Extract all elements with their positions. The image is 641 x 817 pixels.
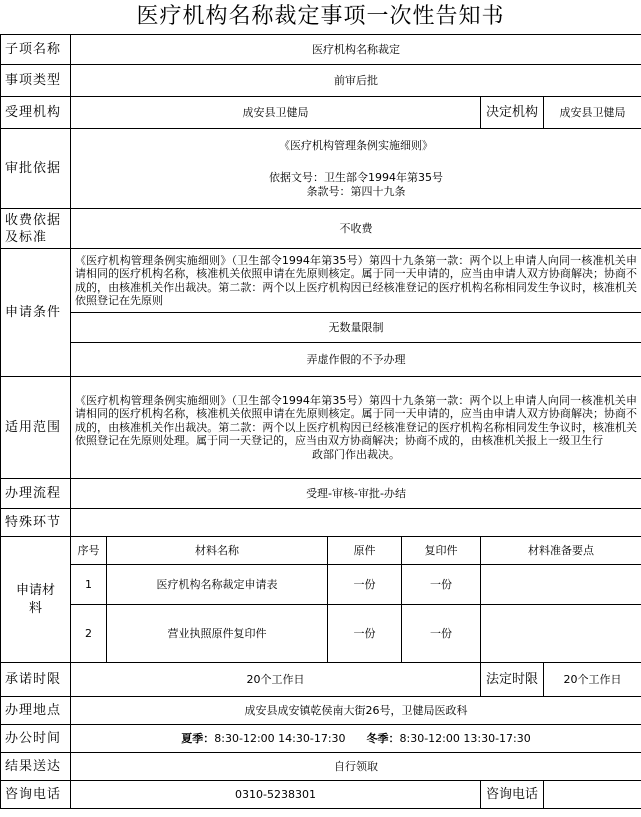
hours-label: 办公时间	[1, 725, 71, 753]
hours-value	[71, 725, 641, 753]
material-no: 1	[71, 565, 107, 605]
table-row	[1, 565, 641, 605]
summer-label: 夏季：	[181, 731, 215, 745]
materials-header-row	[1, 537, 641, 565]
row-scope	[1, 377, 641, 479]
row-item-type	[1, 65, 641, 97]
basis-doc-no: 依据文号：卫生部令1994年第35号	[269, 170, 444, 184]
info-table	[0, 34, 641, 809]
address-label: 办理地点	[1, 697, 71, 725]
materials-header-copy: 复印件	[402, 537, 481, 565]
row-accept-org	[1, 97, 641, 129]
process-value: 受理-审核-审批-办结	[71, 479, 641, 509]
conditions-fraud: 弄虚作假的不予办理	[71, 343, 641, 377]
phone-label-2: 咨询电话	[481, 781, 544, 809]
row-promise	[1, 663, 641, 697]
materials-header-name: 材料名称	[107, 537, 328, 565]
decide-org-value: 成安县卫健局	[544, 97, 641, 129]
winter-label: 冬季：	[366, 731, 400, 745]
accept-org-value: 成安县卫健局	[71, 97, 481, 129]
basis-label: 审批依据	[1, 129, 71, 209]
row-conditions-text	[1, 249, 641, 313]
item-type-label: 事项类型	[1, 65, 71, 97]
conditions-text: 《医疗机构管理条例实施细则》（卫生部令1994年第35号）第四十九条第一款：两个以上申请人向同一核准机关申请相同的医疗机构名称，核准机关依照申请在先原则核定。属于同一天申请的，应当由申请人双方协商解决；协商不成的，由核准机关作出裁决。第二款：两个以上医疗机构因已经核准登记的医疗机构名称相同发生争议时，核准机关依照登记在先原则	[71, 249, 641, 313]
process-label: 办理流程	[1, 479, 71, 509]
document-title: 医疗机构名称裁定事项一次性告知书	[136, 4, 505, 29]
summer-hours: 8:30-12:00 14:30-17:30	[214, 731, 346, 745]
sub-item-value: 医疗机构名称裁定	[71, 35, 641, 65]
sub-item-label: 子项名称	[1, 35, 71, 65]
material-notes	[481, 605, 641, 663]
phone-value: 0310-5238301	[71, 781, 481, 809]
row-process	[1, 479, 641, 509]
fee-label: 收费依据及标准	[1, 209, 71, 249]
winter-hours: 8:30-12:00 13:30-17:30	[399, 731, 531, 745]
accept-org-label: 受理机构	[1, 97, 71, 129]
row-hours	[1, 725, 641, 753]
basis-clause: 条款号：第四十九条	[306, 184, 406, 198]
scope-text-end: 政部门作出裁决。	[312, 447, 401, 461]
decide-org-label: 决定机构	[481, 97, 544, 129]
address-value: 成安县成安镇乾侯南大街26号，卫健局医政科	[71, 697, 641, 725]
scope-label: 适用范围	[1, 377, 71, 479]
row-conditions-quantity	[1, 313, 641, 343]
basis-regulation: 《医疗机构管理条例实施细则》	[279, 138, 434, 152]
row-address	[1, 697, 641, 725]
material-no: 2	[71, 605, 107, 663]
basis-value	[71, 129, 641, 209]
delivery-value: 自行领取	[71, 753, 641, 781]
phone-label: 咨询电话	[1, 781, 71, 809]
material-name: 营业执照原件复印件	[107, 605, 328, 663]
scope-text-cell	[71, 377, 641, 479]
promise-label: 承诺时限	[1, 663, 71, 697]
row-special	[1, 509, 641, 537]
materials-header-no: 序号	[71, 537, 107, 565]
special-value	[71, 509, 641, 537]
promise-value: 20个工作日	[71, 663, 481, 697]
material-name: 医疗机构名称裁定申请表	[107, 565, 328, 605]
legal-limit-label: 法定时限	[481, 663, 544, 697]
materials-header-notes: 材料准备要点	[481, 537, 641, 565]
materials-header-original: 原件	[328, 537, 402, 565]
item-type-value: 前审后批	[71, 65, 641, 97]
delivery-label: 结果送达	[1, 753, 71, 781]
scope-text: 《医疗机构管理条例实施细则》（卫生部令1994年第35号）第四十九条第一款：两个以上申请人向同一核准机关申请相同的医疗机构名称，核准机关依照申请在先原则核定。属于同一天申请的，应当由申请人双方协商解决；协商不成的，由核准机关作出裁决。第二款：两个以上医疗机构因已经核准登记的医疗机构名称相同发生争议时，核准机关依照登记在先原则处理。属于同一天登记的，应当由双方协商解决；协商不成的，由核准机关报上一级卫生行	[75, 393, 638, 448]
materials-label: 申请材料	[1, 537, 71, 663]
phone-value-2	[544, 781, 641, 809]
table-row	[1, 605, 641, 663]
row-basis	[1, 129, 641, 209]
material-original: 一份	[328, 605, 402, 663]
row-conditions-fraud	[1, 343, 641, 377]
conditions-quantity: 无数量限制	[71, 313, 641, 343]
material-notes	[481, 565, 641, 605]
conditions-label: 申请条件	[1, 249, 71, 377]
material-copy: 一份	[402, 565, 481, 605]
legal-limit-value: 20个工作日	[544, 663, 641, 697]
special-label: 特殊环节	[1, 509, 71, 537]
row-delivery	[1, 753, 641, 781]
material-original: 一份	[328, 565, 402, 605]
fee-value: 不收费	[71, 209, 641, 249]
row-sub-item	[1, 35, 641, 65]
material-copy: 一份	[402, 605, 481, 663]
row-fee	[1, 209, 641, 249]
row-phone	[1, 781, 641, 809]
